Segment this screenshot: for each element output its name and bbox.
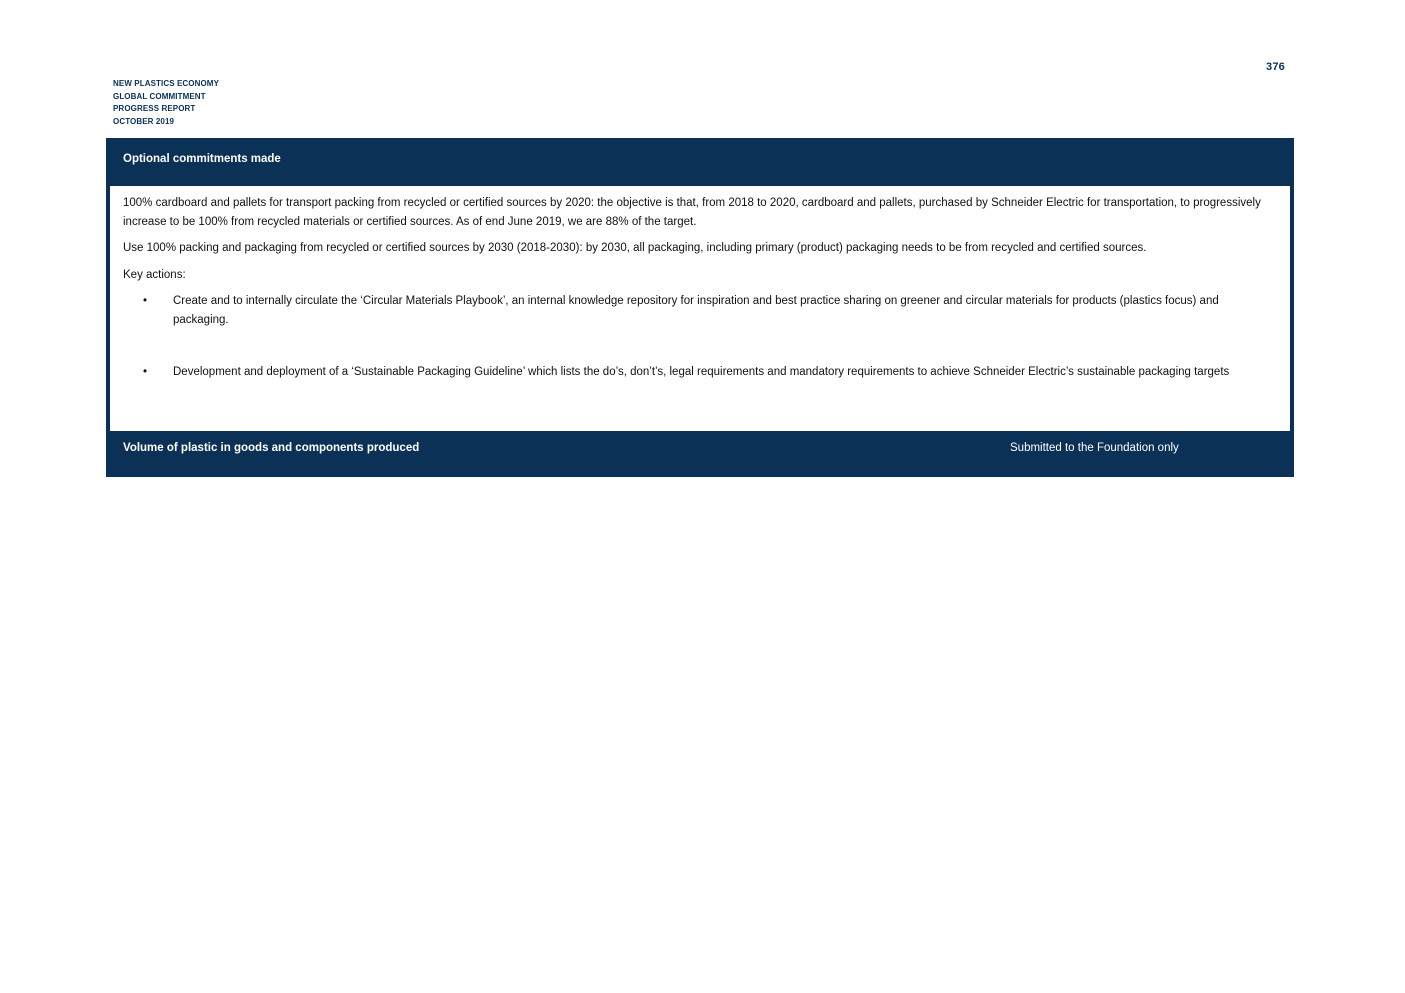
key-actions-list bbox=[123, 292, 1274, 382]
report-header-line: OCTOBER 2019 bbox=[113, 116, 175, 126]
report-header-line: GLOBAL COMMITMENT bbox=[113, 91, 206, 101]
bullet-icon: • bbox=[143, 295, 148, 307]
commitments-table bbox=[106, 138, 1294, 477]
report-header-line: PROGRESS REPORT bbox=[113, 104, 196, 113]
volume-value: Submitted to the Foundation only bbox=[1010, 442, 1179, 454]
key-actions-label: Key actions: bbox=[123, 268, 186, 281]
list-item-text: Development and deployment of a ‘Sustainable Packaging Guideline’ which lists the do’s, don’t’s, legal requirements and mandatory requirements to achieve Schneider Electric’s sustainable packaging targets bbox=[173, 366, 1230, 378]
list-item bbox=[123, 363, 1274, 382]
volume-label: Volume of plastic in goods and components produced bbox=[123, 442, 420, 454]
bullet-icon: • bbox=[143, 366, 148, 378]
section-title: Optional commitments made bbox=[110, 142, 1290, 186]
commitments-body bbox=[110, 186, 1290, 431]
volume-row bbox=[110, 431, 1290, 473]
list-item bbox=[123, 292, 1274, 329]
commitment-paragraph: Use 100% packing and packaging from recycled or certified sources by 2030 (2018-2030): by 2030, all packaging, including primary (product) packaging needs to be from recycled and certified sources. bbox=[123, 242, 1147, 254]
report-header bbox=[113, 78, 219, 128]
page-number: 376 bbox=[1266, 61, 1285, 73]
list-item-text: Create and to internally circulate the ‘Circular Materials Playbook’, an internal knowledge repository for inspiration and best practice sharing on greener and circular materials for products (plastics focus) and packaging. bbox=[173, 295, 1219, 326]
commitment-paragraph: 100% cardboard and pallets for transport packing from recycled or certified sources by 2020: the objective is that, from 2018 to 2020, cardboard and pallets, purchased by Schneider Electric for transportation, to progressively increase to be 100% from recycled materials or certified sources. As of end June 2019, we are 88% of the target. bbox=[123, 197, 1261, 228]
report-header-line: NEW PLASTICS ECONOMY bbox=[113, 79, 220, 88]
